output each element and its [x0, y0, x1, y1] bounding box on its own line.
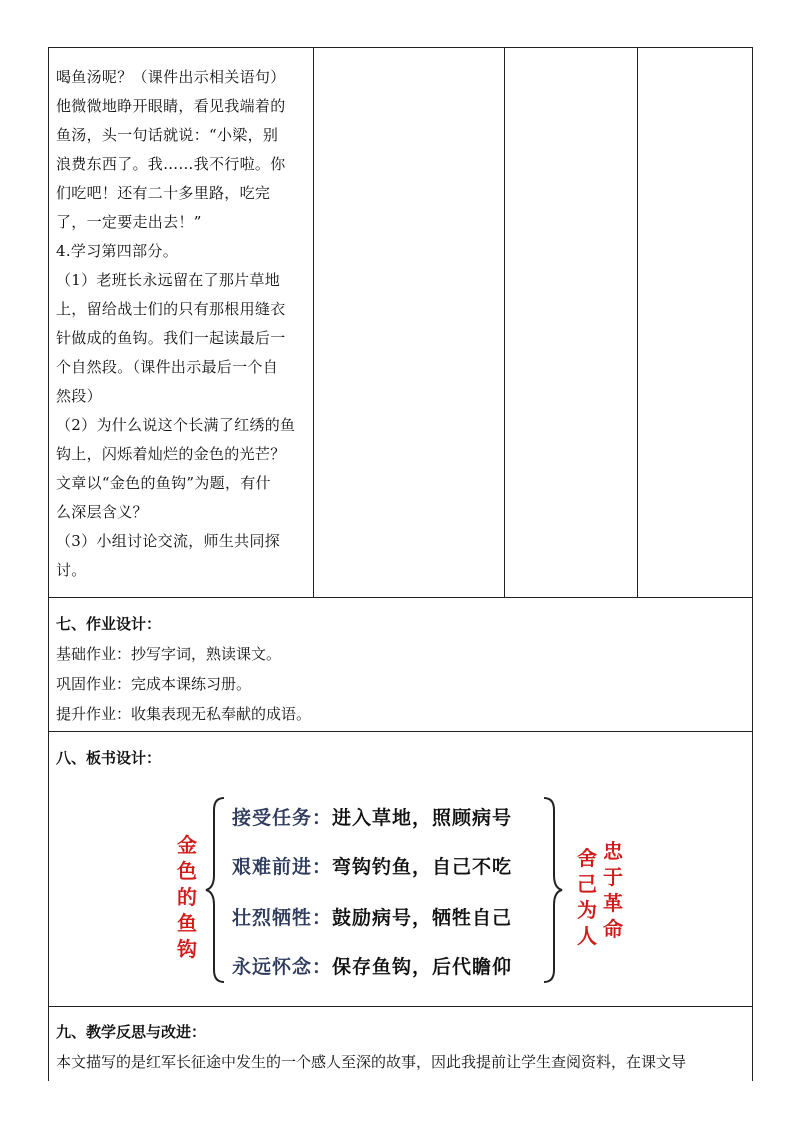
board-right-char: 人: [577, 924, 597, 948]
lesson-line: 们吃吧！还有二十多里路，吃完: [56, 184, 271, 202]
board-right-char: 于: [603, 865, 623, 889]
board-row-1: [232, 803, 512, 830]
lesson-line: 么深层含义？: [56, 503, 148, 521]
homework-item: 提升作业：收集表现无私奉献的成语。: [56, 705, 312, 723]
left-brace-icon: [202, 795, 228, 985]
table-left-border: [48, 47, 49, 1081]
board-row-label: 艰难前进：: [232, 856, 333, 878]
board-left-char: 金: [177, 833, 197, 857]
lesson-line: 4.学习第四部分。: [56, 242, 179, 260]
board-left-vertical-title: [176, 832, 198, 962]
lesson-line: 浪费东西了。我……我不行啦。你: [56, 155, 286, 173]
lesson-line: 喝鱼汤呢？（课件出示相关语句）: [56, 68, 286, 86]
lesson-line: 文章以“金色的鱼钩”为题，有什: [56, 474, 271, 492]
board-right-vertical-2: [602, 838, 624, 942]
board-right-char: 为: [577, 898, 597, 922]
lesson-line: （2）为什么说这个长满了红绣的鱼: [56, 416, 296, 434]
board-row-2: [232, 852, 512, 879]
board-left-char: 的: [177, 885, 197, 909]
board-row-content: 鼓励病号，牺牲自己: [332, 907, 513, 929]
lesson-line: （1）老班长永远留在了那片草地: [56, 271, 281, 289]
board-row-3: [232, 903, 512, 930]
lesson-line: （3）小组讨论交流，师生共同探: [56, 532, 281, 550]
table-top-border: [48, 47, 753, 48]
lesson-line: 他微微地睁开眼睛，看见我端着的: [56, 97, 286, 115]
column-divider-2: [504, 47, 505, 598]
board-row-content: 弯钩钓鱼，自己不吃: [332, 856, 513, 878]
board-left-char: 钩: [177, 937, 197, 961]
lesson-line: 上，留给战士们的只有那根用缝衣: [56, 300, 286, 318]
lesson-line: 鱼汤，头一句话就说：“小梁，别: [56, 126, 279, 144]
row-divider-board: [48, 731, 753, 732]
board-row-content: 进入草地，照顾病号: [332, 807, 513, 829]
reflection-title: 九、教学反思与改进：: [56, 1023, 207, 1041]
board-right-char: 舍: [577, 846, 597, 870]
board-design-title: 八、板书设计：: [56, 749, 162, 767]
board-row-label: 壮烈牺牲：: [232, 907, 333, 929]
lesson-line: 个自然段。（课件出示最后一个自: [56, 358, 279, 376]
board-right-char: 革: [603, 891, 623, 915]
homework-item: 基础作业：抄写字词，熟读课文。: [56, 645, 282, 663]
reflection-text: 本文描写的是红军长征途中发生的一个感人至深的故事，因此我提前让学生查阅资料，在课文导: [56, 1053, 687, 1071]
homework-title: 七、作业设计：: [56, 615, 162, 633]
board-right-char: 忠: [603, 839, 623, 863]
board-row-content: 保存鱼钩，后代瞻仰: [332, 956, 513, 978]
board-row-4: [232, 952, 512, 979]
column-divider-1: [313, 47, 314, 598]
board-right-char: 己: [577, 872, 597, 896]
board-right-char: 命: [603, 917, 623, 941]
lesson-line: 钩上，闪烁着灿烂的金色的光芒？: [56, 445, 286, 463]
lesson-line: 了，一定要走出去！”: [56, 213, 202, 231]
right-brace-icon: [540, 795, 566, 985]
homework-item: 巩固作业：完成本课练习册。: [56, 675, 252, 693]
row-divider-reflection: [48, 1006, 753, 1007]
table-right-border: [752, 47, 753, 1081]
column-divider-3: [637, 47, 638, 598]
lesson-line: 针做成的鱼钩。我们一起读最后一: [56, 329, 286, 347]
lesson-line: 讨。: [56, 561, 87, 579]
board-row-label: 接受任务：: [232, 807, 333, 829]
row-divider-homework: [48, 597, 753, 598]
board-left-char: 鱼: [177, 911, 197, 935]
board-left-char: 色: [177, 859, 197, 883]
board-right-vertical-1: [576, 845, 598, 949]
lesson-line: 然段）: [56, 387, 102, 405]
board-row-label: 永远怀念：: [232, 956, 333, 978]
